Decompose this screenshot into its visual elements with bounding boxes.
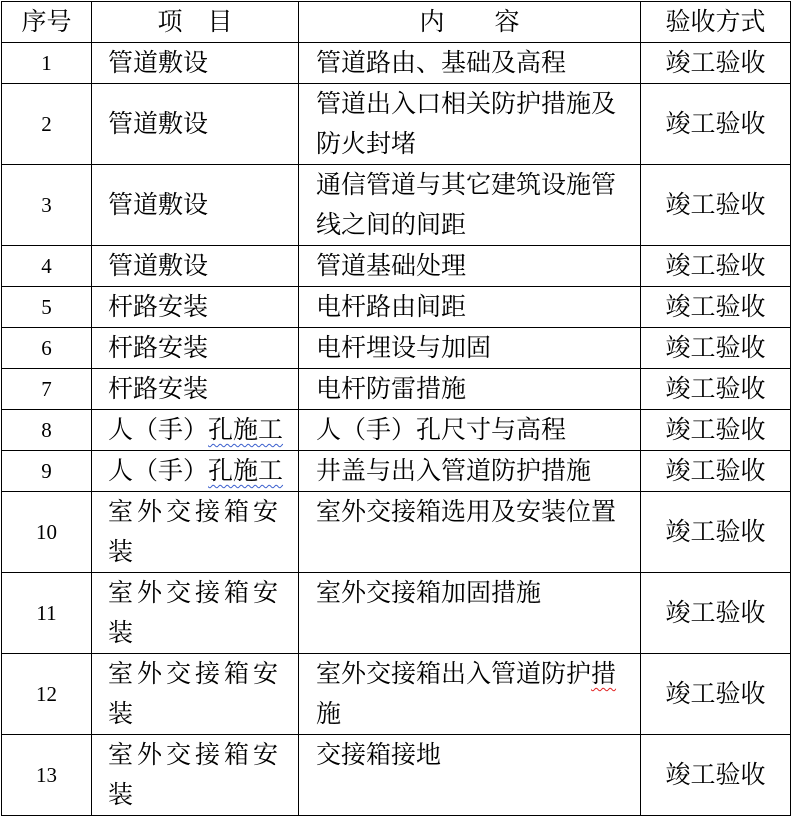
row-item [92, 369, 299, 410]
row-item [92, 43, 299, 84]
row-content-text: 管道路由、基础及高程 [316, 48, 567, 77]
header-content: 内 容 [299, 2, 641, 43]
table-row [2, 451, 791, 492]
row-method: 竣工验收 [641, 735, 791, 816]
row-method: 竣工验收 [641, 165, 791, 246]
row-method: 竣工验收 [641, 43, 791, 84]
row-content-text: 人（手）孔尺寸与高程 [316, 415, 567, 444]
row-content [299, 410, 641, 451]
row-content [299, 654, 641, 735]
row-content [299, 287, 641, 328]
row-number: 6 [2, 328, 92, 369]
row-content [299, 165, 641, 246]
row-method: 竣工验收 [641, 573, 791, 654]
row-content-text: 井盖与出入管道防护措施 [316, 456, 592, 485]
header-item: 项 目 [92, 2, 299, 43]
row-number: 4 [2, 246, 92, 287]
table-row [2, 328, 791, 369]
row-item [92, 654, 299, 735]
header-method: 验收方式 [641, 2, 791, 43]
row-item-text: 管道敷设 [108, 190, 209, 219]
row-number: 5 [2, 287, 92, 328]
table-body [2, 43, 791, 816]
row-method: 竣工验收 [641, 654, 791, 735]
row-content-text: 电杆路由间距 [316, 292, 467, 321]
row-method: 竣工验收 [641, 492, 791, 573]
table-row [2, 654, 791, 735]
row-item [92, 451, 299, 492]
row-item [92, 84, 299, 165]
row-content [299, 43, 641, 84]
row-content [299, 573, 641, 654]
table-row [2, 84, 791, 165]
table-row [2, 43, 791, 84]
table-header [2, 2, 791, 43]
row-item [92, 328, 299, 369]
table-row [2, 246, 791, 287]
row-number: 3 [2, 165, 92, 246]
row-item [92, 573, 299, 654]
row-number: 1 [2, 43, 92, 84]
row-number: 8 [2, 410, 92, 451]
table-row [2, 492, 791, 573]
acceptance-table [1, 1, 791, 816]
row-number: 9 [2, 451, 92, 492]
row-number: 7 [2, 369, 92, 410]
row-item-text: 管道敷设 [108, 109, 209, 138]
row-item-text: 人（手） [108, 456, 209, 485]
table-row [2, 165, 791, 246]
row-method: 竣工验收 [641, 328, 791, 369]
row-number: 11 [2, 573, 92, 654]
table-row [2, 369, 791, 410]
row-item-text: 室外交接箱安装 [108, 659, 283, 728]
row-content-text: 通信管道与其它建筑设施管线之间的间距 [316, 170, 617, 239]
row-number: 13 [2, 735, 92, 816]
header-row [2, 2, 791, 43]
row-content [299, 328, 641, 369]
row-content [299, 84, 641, 165]
row-content [299, 735, 641, 816]
row-content-text: 施 [316, 699, 342, 728]
row-item-text: 人（手） [108, 415, 209, 444]
table-row [2, 410, 791, 451]
row-item [92, 410, 299, 451]
row-method: 竣工验收 [641, 451, 791, 492]
row-number: 10 [2, 492, 92, 573]
row-item-text: 杆路安装 [108, 374, 209, 403]
row-item-text: 室外交接箱安装 [108, 578, 283, 647]
row-content-text: 电杆防雷措施 [316, 374, 467, 403]
row-item-text: 管道敷设 [108, 251, 209, 280]
row-item-text: 室外交接箱安装 [108, 740, 283, 809]
row-item-text: 杆路安装 [108, 292, 209, 321]
table-row [2, 287, 791, 328]
row-content-text: 电杆埋设与加固 [316, 333, 492, 362]
row-content-text: 措 [591, 659, 617, 688]
row-content [299, 369, 641, 410]
table-row [2, 735, 791, 816]
row-item-text: 孔施工 [208, 415, 284, 444]
row-method: 竣工验收 [641, 246, 791, 287]
row-content-text: 室外交接箱选用及安装位置 [316, 497, 617, 526]
row-item [92, 246, 299, 287]
row-content-text: 交接箱接地 [316, 740, 442, 769]
row-item-text: 孔施工 [208, 456, 284, 485]
row-method: 竣工验收 [641, 369, 791, 410]
header-no: 序号 [2, 2, 92, 43]
row-method: 竣工验收 [641, 84, 791, 165]
row-content-text: 室外交接箱出入管道防护 [316, 659, 592, 688]
row-method: 竣工验收 [641, 287, 791, 328]
row-number: 12 [2, 654, 92, 735]
row-number: 2 [2, 84, 92, 165]
row-item-text: 管道敷设 [108, 48, 209, 77]
row-content-text: 室外交接箱加固措施 [316, 578, 542, 607]
row-content-text: 管道出入口相关防护措施及防火封堵 [316, 89, 617, 158]
row-item-text: 杆路安装 [108, 333, 209, 362]
row-item [92, 165, 299, 246]
row-content [299, 492, 641, 573]
row-content [299, 246, 641, 287]
row-method: 竣工验收 [641, 410, 791, 451]
row-content-text: 管道基础处理 [316, 251, 467, 280]
row-item-text: 室外交接箱安装 [108, 497, 283, 566]
row-item [92, 492, 299, 573]
row-item [92, 735, 299, 816]
row-content [299, 451, 641, 492]
table-row [2, 573, 791, 654]
row-item [92, 287, 299, 328]
